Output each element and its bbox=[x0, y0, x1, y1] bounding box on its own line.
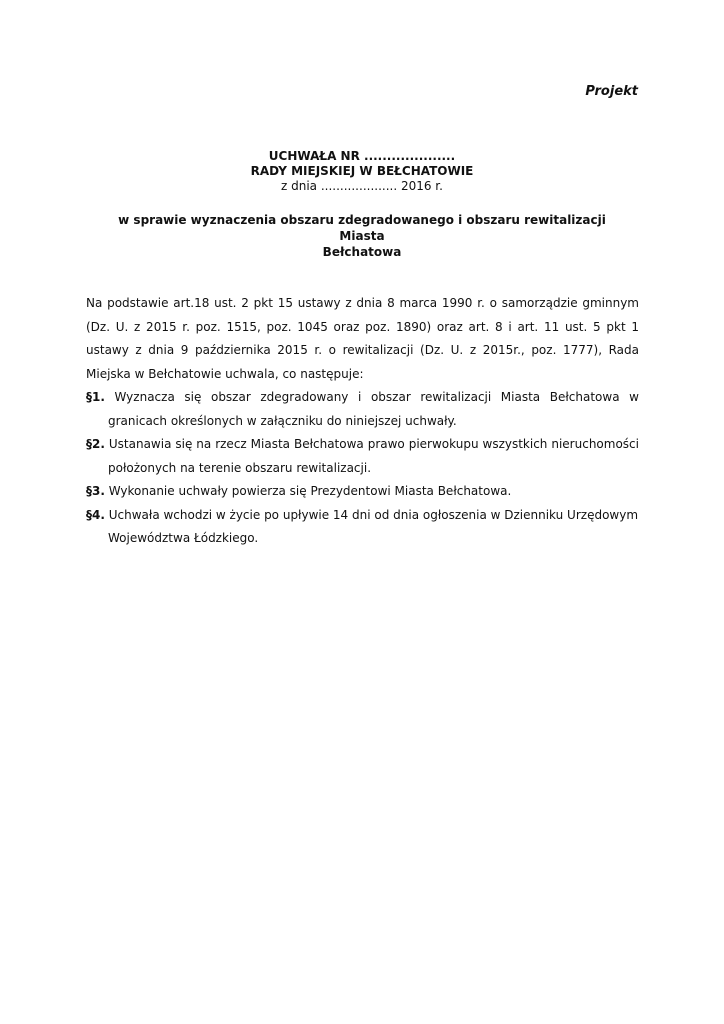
resolution-header bbox=[0, 149, 724, 194]
resolution-number: UCHWAŁA NR .................... bbox=[268, 149, 456, 163]
paragraph-symbol: §3. bbox=[86, 484, 105, 498]
resolution-body bbox=[86, 292, 639, 551]
resolution-subject bbox=[100, 212, 624, 260]
subject-line: w sprawie wyznaczenia obszaru zdegradowanego i obszaru rewitalizacji Miasta bbox=[118, 213, 606, 243]
paragraph-2 bbox=[86, 433, 639, 480]
paragraph-4 bbox=[86, 504, 639, 551]
subject-line: Bełchatowa bbox=[322, 245, 402, 259]
paragraph-text: Ustanawia się na rzecz Miasta Bełchatowa prawo pierwokupu wszystkich nieruchomości położonych na terenie obszaru rewitalizacji. bbox=[108, 437, 639, 475]
paragraph-1 bbox=[86, 386, 639, 433]
paragraph-text: Uchwała wchodzi w życie po upływie 14 dni od dnia ogłoszenia w Dzienniku Urzędowym Województwa Łódzkiego. bbox=[108, 507, 639, 545]
resolution-date: z dnia .................... 2016 r. bbox=[281, 179, 443, 193]
paragraph-text: Wyznacza się obszar zdegradowany i obszar rewitalizacji Miasta Bełchatowa w granicach określonych w załączniku do niniejszej uchwały. bbox=[108, 390, 639, 428]
paragraph-3 bbox=[86, 480, 639, 504]
project-marker: Projekt bbox=[585, 84, 638, 99]
paragraph-symbol: §2. bbox=[86, 437, 105, 451]
paragraph-symbol: §4. bbox=[86, 507, 105, 522]
preamble: Na podstawie art.18 ust. 2 pkt 15 ustawy z dnia 8 marca 1990 r. o samorządzie gminnym (Dz. U. z 2015 r. poz. 1515, poz. 1045 oraz poz. 1890) oraz art. 8 i art. 11 ust. 5 pkt 1 ustawy z dnia 9 października 2015 r. o rewitalizacji (Dz. U. z 2015r., poz. 1777), Rada Miejska w Bełchatowie uchwala, co następuje: bbox=[86, 296, 639, 381]
council-name: RADY MIEJSKIEJ W BEŁCHATOWIE bbox=[250, 164, 474, 178]
paragraph-text: Wykonanie uchwały powierza się Prezydentowi Miasta Bełchatowa. bbox=[108, 484, 512, 498]
paragraph-symbol: §1. bbox=[86, 390, 105, 404]
